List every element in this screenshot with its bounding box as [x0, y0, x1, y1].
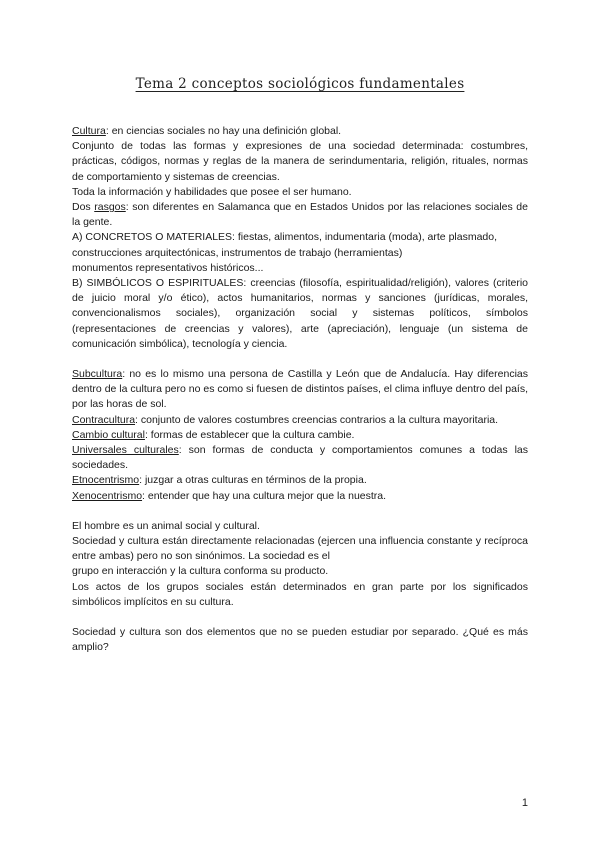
page-title: Tema 2 conceptos sociológicos fundamentales — [135, 76, 465, 92]
sociedad-paragraph-4: Los actos de los grupos sociales están determinados en gran parte por los significados simbólicos implícitos en su cultura. — [72, 580, 528, 608]
term-xenocentrismo: Xenocentrismo — [72, 489, 143, 502]
cambio-cultural-text: : formas de establecer que la cultura cambie. — [144, 428, 355, 441]
term-cambio-cultural: Cambio cultural — [72, 428, 145, 441]
cultura-definition — [72, 124, 528, 139]
contracultura-text: : conjunto de valores costumbres creencias contrarios a la cultura mayoritaria. — [135, 413, 499, 426]
concept-subcultura — [72, 367, 528, 413]
concept-universales-culturales — [72, 443, 528, 473]
rasgos-prefix: Dos — [72, 201, 95, 214]
cultura-paragraph-1: Conjunto de todas las formas y expresiones de una sociedad determinada: costumbres, prácticas, códigos, normas y reglas de la manera de serindumentaria, religión, rituales, normas de comportamiento y sistemas de creencias. — [72, 140, 528, 183]
spacer — [72, 504, 528, 519]
term-universales-culturales: Universales culturales — [72, 444, 179, 457]
spacer — [72, 610, 528, 625]
document-body — [72, 124, 528, 656]
concept-xenocentrismo — [72, 489, 528, 504]
closing-question: Sociedad y cultura son dos elementos que no se pueden estudiar por separado. ¿Qué es más amplio? — [72, 626, 528, 654]
etnocentrismo-text: : juzgar a otras culturas en términos de la propia. — [139, 474, 367, 487]
term-etnocentrismo: Etnocentrismo — [72, 474, 140, 487]
concept-etnocentrismo — [72, 473, 528, 488]
cultura-rasgos — [72, 200, 528, 230]
subcultura-text: : no es lo mismo una persona de Castilla y León que de Andalucía. Hay diferencias dentro de la cultura pero no es como si fuesen de distintos países, el clima influye dentro del país, por las horas de sol. — [72, 368, 528, 411]
term-subcultura: Subcultura — [72, 368, 123, 381]
sociedad-paragraph-2: Sociedad y cultura están directamente relacionadas (ejercen una influencia constante y recíproca entre ambas) pero no son sinónimos. La sociedad es el — [72, 535, 528, 563]
term-contracultura: Contracultura — [72, 413, 136, 426]
concept-cambio-cultural — [72, 428, 528, 443]
universales-culturales-text: : son formas de conducta y comportamientos comunes a todas las sociedades. — [72, 444, 528, 472]
cultura-materiales: A) CONCRETOS O MATERIALES: fiestas, alimentos, indumentaria (moda), arte plasmado, construcciones arquitectónicas, instrumentos de trabajo (herramientas) — [72, 231, 498, 259]
xenocentrismo-text: : entender que hay una cultura mejor que la nuestra. — [142, 489, 387, 502]
concept-contracultura — [72, 413, 528, 428]
cultura-paragraph-2: Toda la información y habilidades que posee el ser humano. — [72, 185, 352, 198]
sociedad-paragraph-1: El hombre es un animal social y cultural. — [72, 519, 260, 532]
rasgos-text: : son diferentes en Salamanca que en Estados Unidos por las relaciones sociales de la gente. — [72, 201, 528, 229]
cultura-definition-text: : en ciencias sociales no hay una definición global. — [105, 125, 342, 137]
term-cultura: Cultura — [72, 125, 106, 137]
sociedad-paragraph-3: grupo en interacción y la cultura conforma su producto. — [72, 565, 329, 578]
term-rasgos: rasgos — [94, 201, 126, 214]
cultura-simbolicos: B) SIMBÓLICOS O ESPIRITUALES: creencias (filosofía, espiritualidad/religión), valores (criterio de juicio moral y/o ético), actos humanitarios, normas y sanciones (jurídicas, morales, convencionalismos sociales), organización social y sistemas políticos, símbolos (representaciones de creencias y valores), arte (apreciación), lenguaje (un sistema de comunicación simbólica), tecnología y ciencia. — [72, 277, 528, 350]
spacer — [72, 352, 528, 367]
page-number: 1 — [521, 797, 528, 809]
cultura-monumentos: monumentos representativos históricos... — [72, 261, 264, 274]
